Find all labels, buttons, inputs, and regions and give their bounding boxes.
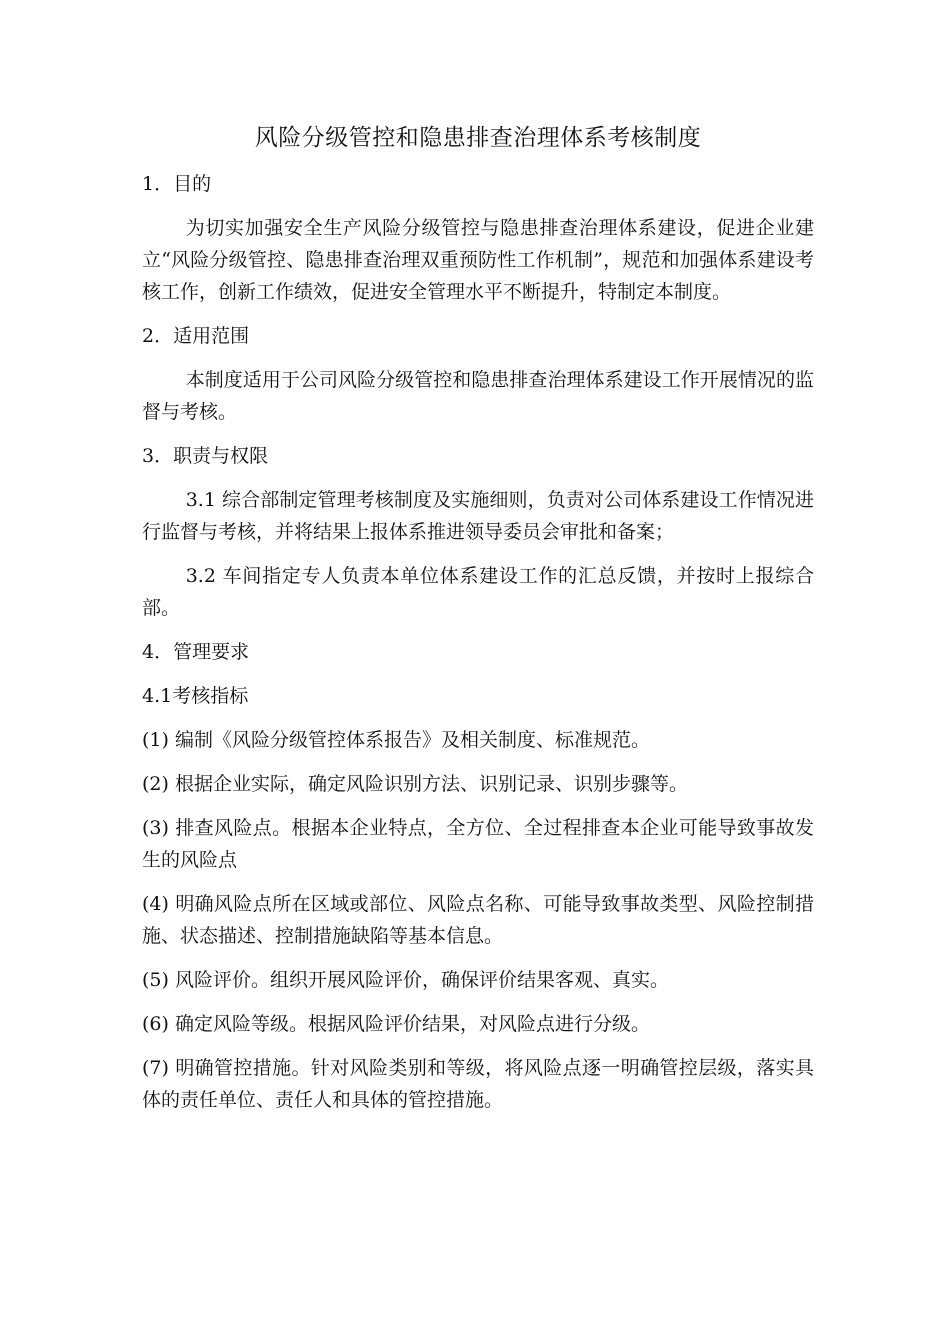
- indicator-item: (5) 风险评价。组织开展风险评价，确保评价结果客观、真实。: [142, 969, 669, 991]
- scope-paragraph: 本制度适用于公司风险分级管控和隐患排查治理体系建设工作开展情况的监督与考核。: [142, 369, 814, 423]
- indicator-item: (7) 明确管控措施。针对风险类别和等级，将风险点逐一明确管控层级，落实具体的责任单位、责任人和具体的管控措施。: [142, 1057, 814, 1111]
- indicator-item: (3) 排查风险点。根据本企业特点，全方位、全过程排查本企业可能导致事故发生的风险点: [142, 817, 814, 871]
- section-heading-purpose: 1．目的: [142, 173, 212, 195]
- document-body: [142, 118, 814, 1128]
- section-heading-responsibilities: 3．职责与权限: [142, 445, 269, 467]
- responsibility-paragraph-3-1: 3.1 综合部制定管理考核制度及实施细则，负责对公司体系建设工作情况进行监督与考核，并将结果上报体系推进领导委员会审批和备案；: [142, 489, 814, 543]
- indicator-item: (1) 编制《风险分级管控体系报告》及相关制度、标准规范。: [142, 729, 650, 751]
- responsibility-paragraph-3-2: 3.2 车间指定专人负责本单位体系建设工作的汇总反馈，并按时上报综合部。: [142, 565, 814, 619]
- subsection-heading-indicators: 4.1考核指标: [142, 685, 249, 707]
- document-title: 风险分级管控和隐患排查治理体系考核制度: [254, 125, 702, 151]
- indicator-item: (6) 确定风险等级。根据风险评价结果，对风险点进行分级。: [142, 1013, 650, 1035]
- section-heading-requirements: 4．管理要求: [142, 641, 250, 663]
- indicator-item: (4) 明确风险点所在区域或部位、风险点名称、可能导致事故类型、风险控制措施、状态描述、控制措施缺陷等基本信息。: [142, 893, 814, 947]
- indicator-item: (2) 根据企业实际，确定风险识别方法、识别记录、识别步骤等。: [142, 773, 688, 795]
- section-heading-scope: 2．适用范围: [142, 325, 250, 347]
- purpose-paragraph: 为切实加强安全生产风险分级管控与隐患排查治理体系建设，促进企业建立“风险分级管控、隐患排查治理双重预防性工作机制”，规范和加强体系建设考核工作，创新工作绩效，促进安全管理水平不断提升，特制定本制度。: [142, 217, 814, 303]
